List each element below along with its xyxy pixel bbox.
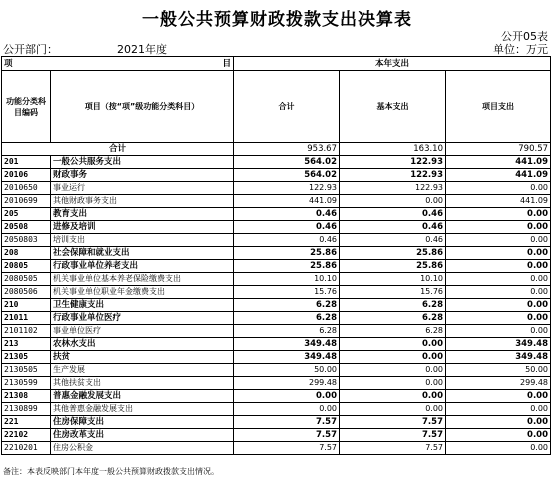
row-project: 441.09 (446, 169, 551, 182)
row-code: 20805 (2, 260, 51, 273)
header-row-1 (2, 57, 551, 71)
table-row (2, 260, 551, 273)
dept-label: 公开部门： (3, 43, 58, 56)
row-project: 0.00 (446, 325, 551, 338)
table-row (2, 351, 551, 364)
row-project: 0.00 (446, 390, 551, 403)
row-project: 0.00 (446, 260, 551, 273)
row-total: 7.57 (234, 429, 340, 442)
row-project: 0.00 (446, 442, 551, 455)
row-total: 50.00 (234, 364, 340, 377)
total-label: 合计 (2, 143, 234, 156)
form-number: 公开05表 (501, 30, 548, 43)
row-name: 机关事业单位职业年金缴费支出 (51, 286, 234, 299)
table-row (2, 273, 551, 286)
row-name: 扶贫 (51, 351, 234, 364)
row-name: 住房保障支出 (51, 416, 234, 429)
row-project: 349.48 (446, 351, 551, 364)
row-total: 25.86 (234, 260, 340, 273)
row-total: 25.86 (234, 247, 340, 260)
row-name: 事业运行 (51, 182, 234, 195)
row-code: 205 (2, 208, 51, 221)
row-total: 15.76 (234, 286, 340, 299)
header-row-2 (2, 71, 551, 143)
row-total: 349.48 (234, 351, 340, 364)
row-basic: 0.00 (340, 364, 446, 377)
unit-label: 单位：万元 (493, 43, 548, 56)
row-project: 0.00 (446, 416, 551, 429)
row-basic: 122.93 (340, 169, 446, 182)
table-row (2, 234, 551, 247)
row-name: 财政事务 (51, 169, 234, 182)
header-name-col: 项目（按“项”级功能分类科目） (51, 71, 234, 143)
row-total: 7.57 (234, 442, 340, 455)
row-code: 2210201 (2, 442, 51, 455)
table-row (2, 325, 551, 338)
row-total: 349.48 (234, 338, 340, 351)
row-project: 441.09 (446, 195, 551, 208)
row-project: 299.48 (446, 377, 551, 390)
row-basic: 15.76 (340, 286, 446, 299)
row-code: 2050803 (2, 234, 51, 247)
header-item: 项 (4, 58, 13, 69)
row-total: 0.00 (234, 390, 340, 403)
row-project: 0.00 (446, 286, 551, 299)
row-total: 299.48 (234, 377, 340, 390)
table-row (2, 169, 551, 182)
row-name: 住房改革支出 (51, 429, 234, 442)
row-total: 7.57 (234, 416, 340, 429)
row-basic: 0.00 (340, 390, 446, 403)
row-name: 其他扶贫支出 (51, 377, 234, 390)
row-code: 22102 (2, 429, 51, 442)
table-row (2, 403, 551, 416)
row-total: 0.46 (234, 208, 340, 221)
table-row (2, 221, 551, 234)
row-basic: 6.28 (340, 299, 446, 312)
row-name: 其他普惠金融发展支出 (51, 403, 234, 416)
table-row (2, 416, 551, 429)
table-row (2, 247, 551, 260)
row-project: 0.00 (446, 234, 551, 247)
row-code: 20508 (2, 221, 51, 234)
row-basic: 10.10 (340, 273, 446, 286)
row-total: 10.10 (234, 273, 340, 286)
table-row (2, 312, 551, 325)
row-name: 事业单位医疗 (51, 325, 234, 338)
table-row (2, 338, 551, 351)
row-name: 行政事业单位养老支出 (51, 260, 234, 273)
row-code: 20106 (2, 169, 51, 182)
header-basic-col: 基本支出 (340, 71, 446, 143)
row-total: 6.28 (234, 325, 340, 338)
row-name: 机关事业单位基本养老保险缴费支出 (51, 273, 234, 286)
header-year-expense: 本年支出 (234, 57, 551, 71)
row-name: 一般公共服务支出 (51, 156, 234, 169)
table-row (2, 429, 551, 442)
row-project: 0.00 (446, 429, 551, 442)
row-basic: 25.86 (340, 247, 446, 260)
header-code-col: 功能分类科目编码 (2, 71, 51, 143)
total-project: 790.57 (446, 143, 551, 156)
table-row (2, 182, 551, 195)
row-basic: 7.57 (340, 416, 446, 429)
row-name: 农林水支出 (51, 338, 234, 351)
row-basic: 6.28 (340, 325, 446, 338)
row-basic: 0.46 (340, 234, 446, 247)
row-code: 2010699 (2, 195, 51, 208)
expenditure-table (1, 56, 551, 455)
row-code: 21011 (2, 312, 51, 325)
row-total: 0.00 (234, 403, 340, 416)
table-row (2, 377, 551, 390)
meta-row (0, 41, 554, 55)
total-basic: 163.10 (340, 143, 446, 156)
row-basic: 0.00 (340, 351, 446, 364)
row-name: 住房公积金 (51, 442, 234, 455)
row-basic: 122.93 (340, 156, 446, 169)
row-project: 349.48 (446, 338, 551, 351)
row-code: 201 (2, 156, 51, 169)
header-item-cell (2, 57, 234, 71)
table-row (2, 156, 551, 169)
row-name: 教育支出 (51, 208, 234, 221)
row-basic: 122.93 (340, 182, 446, 195)
header-project-col: 项目支出 (446, 71, 551, 143)
row-total: 564.02 (234, 169, 340, 182)
row-basic: 6.28 (340, 312, 446, 325)
row-code: 2130599 (2, 377, 51, 390)
row-name: 普惠金融发展支出 (51, 390, 234, 403)
row-total: 441.09 (234, 195, 340, 208)
row-name: 生产发展 (51, 364, 234, 377)
row-basic: 0.46 (340, 208, 446, 221)
row-total: 0.46 (234, 234, 340, 247)
row-project: 0.00 (446, 247, 551, 260)
row-code: 21308 (2, 390, 51, 403)
table-row (2, 299, 551, 312)
row-total: 6.28 (234, 299, 340, 312)
row-code: 210 (2, 299, 51, 312)
row-name: 进修及培训 (51, 221, 234, 234)
row-project: 50.00 (446, 364, 551, 377)
table-row (2, 364, 551, 377)
row-basic: 0.00 (340, 338, 446, 351)
row-name: 行政事业单位医疗 (51, 312, 234, 325)
row-project: 0.00 (446, 221, 551, 234)
row-code: 2130899 (2, 403, 51, 416)
row-basic: 25.86 (340, 260, 446, 273)
row-total: 6.28 (234, 312, 340, 325)
table-row (2, 195, 551, 208)
row-project: 0.00 (446, 182, 551, 195)
total-total: 953.67 (234, 143, 340, 156)
header-mu: 目 (222, 58, 231, 69)
header-total-col: 合计 (234, 71, 340, 143)
row-basic: 7.57 (340, 429, 446, 442)
table-row (2, 390, 551, 403)
row-project: 0.00 (446, 208, 551, 221)
row-code: 2080506 (2, 286, 51, 299)
table-row (2, 208, 551, 221)
row-name: 卫生健康支出 (51, 299, 234, 312)
row-code: 21305 (2, 351, 51, 364)
row-project: 0.00 (446, 299, 551, 312)
row-total: 122.93 (234, 182, 340, 195)
row-code: 208 (2, 247, 51, 260)
row-project: 0.00 (446, 403, 551, 416)
row-code: 2010650 (2, 182, 51, 195)
row-project: 441.09 (446, 156, 551, 169)
row-code: 2101102 (2, 325, 51, 338)
total-row (2, 143, 551, 156)
row-basic: 0.00 (340, 403, 446, 416)
row-basic: 0.00 (340, 377, 446, 390)
row-code: 213 (2, 338, 51, 351)
row-code: 2080505 (2, 273, 51, 286)
row-name: 社会保障和就业支出 (51, 247, 234, 260)
fiscal-year: 2021年度 (117, 43, 167, 56)
row-total: 564.02 (234, 156, 340, 169)
row-total: 0.46 (234, 221, 340, 234)
row-basic: 0.00 (340, 195, 446, 208)
table-row (2, 286, 551, 299)
row-code: 2130505 (2, 364, 51, 377)
row-name: 培训支出 (51, 234, 234, 247)
row-name: 其他财政事务支出 (51, 195, 234, 208)
table-row (2, 442, 551, 455)
row-project: 0.00 (446, 273, 551, 286)
row-basic: 0.46 (340, 221, 446, 234)
row-project: 0.00 (446, 312, 551, 325)
row-basic: 7.57 (340, 442, 446, 455)
row-code: 221 (2, 416, 51, 429)
report-title: 一般公共预算财政拨款支出决算表 (142, 10, 412, 30)
footnote: 备注：本表反映部门本年度一般公共预算财政拨款支出情况。 (3, 467, 219, 476)
